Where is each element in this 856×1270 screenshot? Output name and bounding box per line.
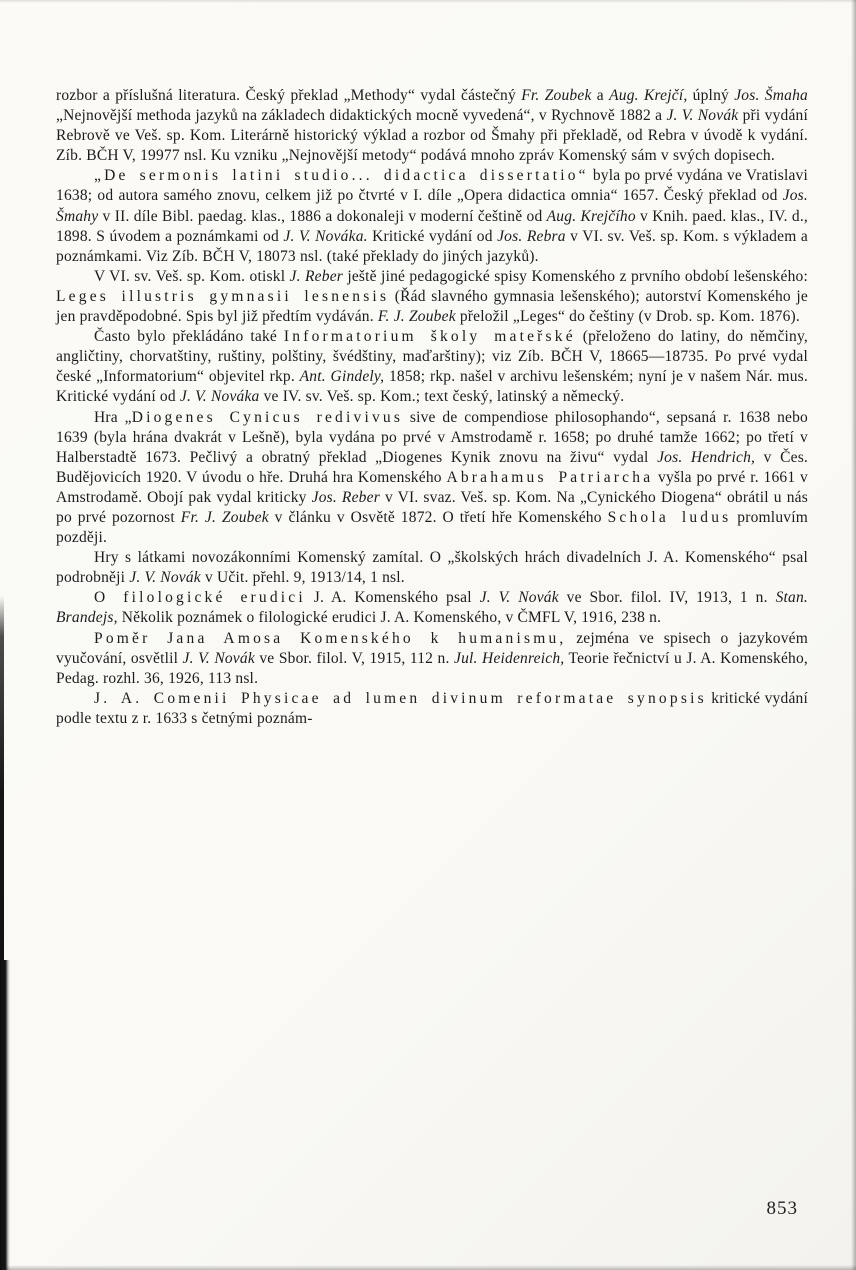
text-run: zejména ve spisech o jazykovém vyučování, osvětlil <box>56 629 808 667</box>
scan-artifact-right-edge <box>851 0 856 1270</box>
text-run: Teorie řečnictví u J. A. Komenského, Pedag. rozhl. 36, 1926, 113 nsl. <box>56 649 808 687</box>
text-run: J. V. Novák <box>129 569 201 587</box>
scan-artifact-bottom-edge <box>0 1265 856 1270</box>
text-run: Informatorium školy mateřské <box>283 328 576 346</box>
text-run: Kritické vydání od <box>367 227 498 245</box>
text-run: V VI. sv. Veš. sp. Kom. otiskl <box>94 267 290 285</box>
text-run: J. A. Comenii Physicae ad lumen divinum reformatae synopsis <box>94 689 707 707</box>
text-run: Několik poznámek o filologické erudici J. A. Komenského, v ČMFL V, 1916, 238 n. <box>117 609 662 627</box>
text-run: v článku v Osvětě 1872. O třetí hře Komenského <box>268 508 608 526</box>
text-run: kritické vydání podle textu z r. 1633 s četnými poznám- <box>56 689 808 727</box>
text-run: 1858; rkp. našel v archivu lešenském; nyní je v našem Nár. mus. Kritické vydání od <box>56 368 808 406</box>
text-run: O filologické erudici <box>94 589 306 607</box>
text-run: Jos. Šmahy <box>56 187 808 225</box>
text-run: sive de compendiose philosophando“, sepsaná r. 1638 nebo 1639 (byla hrána dvakrát v Lešně), byla vydána po prvé v Amstrodamě r. 1658; po druhé tamže 1662; po třetí v Halberstadtě 1673. Pečlivý a obratný překlad „Diogenes Kynik znovu na živu“ vydal <box>56 408 809 466</box>
text-run: J. Reber <box>289 267 344 285</box>
text-run: a <box>591 87 610 104</box>
text-run: Hry s látkami novozákonními Komenský zamítal. O „školských hrách divadelních J. A. Komenského“ psal podrobněji <box>56 549 808 587</box>
text-run: J. V. Nováka <box>179 388 260 406</box>
text-run: Hra „ <box>94 408 132 426</box>
text-run: Jul. Heidenreich, <box>454 649 565 667</box>
scan-artifact-top-edge <box>0 0 856 3</box>
paragraph <box>56 548 808 588</box>
text-run: byla po prvé vydána ve Vratislavi 1638; od autora samého znovu, celkem již po čtvrté v I. díle „Opera didactica omnia“ 1657. Český překlad od <box>56 167 808 205</box>
text-run: J. V. Novák <box>479 589 559 607</box>
text-run: rozbor a příslušná literatura. Český překlad „Methody“ vydal částečný <box>56 87 522 104</box>
text-run: Jos. Rebra <box>497 227 566 245</box>
text-run: J. A. Komenského psal <box>305 589 480 607</box>
text-run: ve Sbor. filol. IV, 1913, 1 n. <box>558 589 776 607</box>
paragraph <box>56 327 808 407</box>
text-run: v Učit. přehl. 9, 1913/14, 1 nsl. <box>200 569 405 587</box>
text-run: Jos. Šmaha <box>734 87 808 104</box>
text-run: Fr. J. Zoubek <box>180 508 269 526</box>
paragraph <box>56 267 808 327</box>
text-run: v II. díle Bibl. paedag. klas., 1886 a dokonaleji v moderní češtině od <box>98 207 547 225</box>
text-run: J. V. Novák <box>666 107 739 125</box>
text-run: úplný <box>687 87 735 104</box>
text-run: Jos. Reber <box>311 488 380 506</box>
text-run: Schola ludus <box>607 508 732 526</box>
text-run: vyšla po prvé r. 1661 v Amstrodamě. Obojí pak vydal kriticky <box>56 468 809 506</box>
text-run: Ant. Gindely, <box>299 368 385 386</box>
text-run: F. J. Zoubek <box>377 308 456 326</box>
text-run: Diogenes Cynicus redivivus <box>131 408 404 426</box>
text-run: v VI. sv. Veš. sp. Kom. s výkladem a poznámkami. Viz Zíb. BČH V, 18073 nsl. (také překlady do jiných jazyků). <box>56 227 808 265</box>
text-run: „Nejnovější methoda jazyků na základech didaktických mocně vyvedená“, v Rychnově 1882 a <box>56 107 667 125</box>
text-block <box>56 86 808 729</box>
text-run: promluvím později. <box>56 508 808 547</box>
text-run: Leges illustris gymnasii lesnensis <box>56 287 390 305</box>
paragraph <box>56 408 808 549</box>
text-run: Fr. Zoubek <box>521 87 592 104</box>
text-run: v VI. svaz. Veš. sp. Kom. Na „Cynického Diogena“ obrátil u nás po prvé pozornost <box>56 488 808 526</box>
text-run: Jos. Hendrich, <box>657 448 756 466</box>
text-run: Aug. Krejčí, <box>609 87 688 104</box>
text-run: Poměr Jana Amosa Komenského k humanismu, <box>94 629 567 647</box>
text-run: při vydání Rebrově ve Veš. sp. Kom. Literárně historický výklad a rozbor od Šmahy při překladě, od Rebra v úvodě k vydání. Zíb. BČH V, 19977 nsl. Ku vzniku „Nejnovější metody“ podává mnoho zpráv Komenský sám v svých dopisech. <box>56 107 809 165</box>
text-run: Stan. Brandejs, <box>56 589 808 627</box>
text-run: v Knih. paed. klas., IV. d., 1898. S úvodem a poznámkami od <box>56 207 808 245</box>
text-run: v Čes. Budějovicích 1920. V úvodu o hře. Druhá hra Komenského <box>56 448 808 486</box>
text-run: přeložil „Leges“ do češtiny (v Drob. sp. Kom. 1876). <box>455 308 800 326</box>
page-number: 853 <box>766 1198 798 1219</box>
text-run: J. V. Novák <box>182 649 255 667</box>
text-run: Často bylo překládáno také <box>94 328 284 346</box>
text-run: Aug. Krejčího <box>546 207 636 225</box>
paragraph <box>56 689 808 729</box>
paragraph <box>56 629 808 689</box>
text-run: Abrahamus Patriarcha <box>446 468 654 486</box>
paragraph <box>56 166 808 266</box>
paragraph <box>56 588 808 628</box>
text-run: (Řád slavného gymnasia lešenského); autorství Komenského je jen pravděpodobné. Spis byl již předtím vydáván. <box>56 287 808 326</box>
text-run: J. V. Nováka. <box>283 227 368 245</box>
scan-artifact-left-smudge <box>0 960 10 1270</box>
paragraph <box>56 86 808 166</box>
text-run: ve Sbor. filol. V, 1915, 112 n. <box>254 649 454 667</box>
text-run: ve IV. sv. Veš. sp. Kom.; text český, latinský a německý. <box>259 388 625 406</box>
text-run: „De sermonis latini studio... didactica dissertatio“ <box>94 167 589 185</box>
text-run: (přeloženo do latiny, do němčiny, angličtiny, chorvatštiny, ruštiny, polštiny, švédštiny, maďarštiny); viz Zíb. BČH V, 18665—18735. Po prvé vydal české „Informatorium“ objevitel rkp. <box>56 328 808 386</box>
text-run: ještě jiné pedagogické spisy Komenského z prvního období lešenského: <box>343 267 808 285</box>
